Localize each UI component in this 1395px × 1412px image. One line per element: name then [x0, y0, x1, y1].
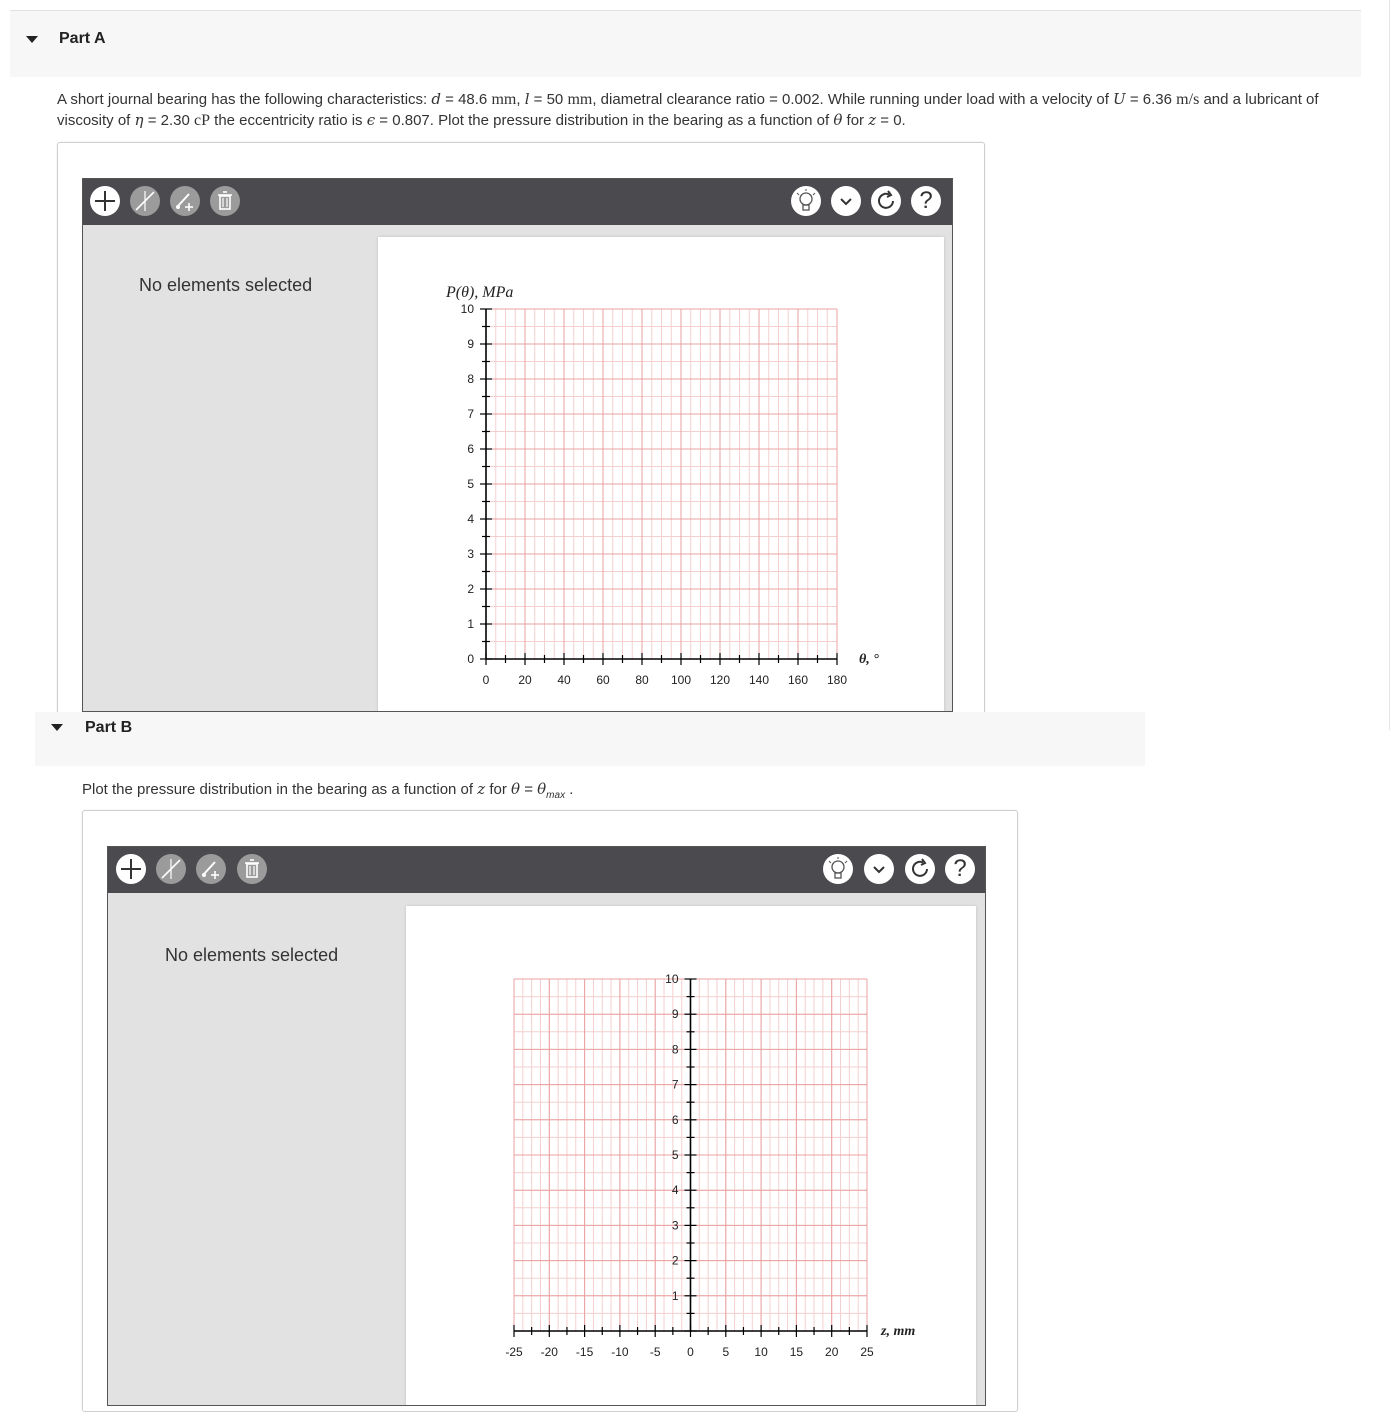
x-tick-label: 80 — [635, 673, 649, 687]
graph-toolbar — [108, 847, 985, 893]
line-tool-icon[interactable] — [156, 854, 186, 884]
y-tick-label: 8 — [671, 1042, 679, 1057]
y-tick-label: 7 — [467, 407, 474, 421]
x-tick-label: -10 — [611, 1345, 629, 1359]
trash-icon[interactable] — [210, 186, 240, 216]
y-tick-label: 7 — [671, 1077, 679, 1092]
part-b-header[interactable] — [35, 712, 1145, 766]
x-tick-label: 25 — [860, 1345, 874, 1359]
part-a-problem-text: A short journal bearing has the following characteristics: d = 48.6 mm, l = 50 mm, diametral clearance ratio = 0.002. While running under load with a velocity of U = 6.36 m/s and a lubricant of viscosity of η = 2.30 cP the eccentricity ratio is ϵ = 0.807. Plot the pressure distribution in the bearing as a function of θ for z = 0. — [57, 90, 1319, 129]
reset-icon[interactable] — [871, 186, 901, 216]
x-tick-label: 40 — [557, 673, 571, 687]
part-b-graph-tool — [107, 846, 986, 1406]
part-a-header[interactable] — [10, 10, 1361, 77]
x-tick-label: 180 — [826, 673, 848, 687]
chevron-down-icon[interactable] — [864, 854, 894, 884]
x-tick-label: 160 — [787, 673, 809, 687]
y-tick-label: 5 — [671, 1148, 679, 1162]
y-tick-label: 2 — [467, 582, 474, 596]
hint-bulb-icon[interactable] — [791, 186, 821, 216]
y-tick-label: 6 — [671, 1112, 679, 1127]
part-a-title: Part A — [59, 30, 106, 47]
y-axis-label: P(θ), MPa — [446, 284, 514, 301]
y-tick-label: 10 — [665, 972, 679, 986]
x-tick-label: 60 — [596, 673, 610, 687]
x-tick-label: 0 — [482, 673, 490, 687]
no-elements-selected-label: No elements selected — [139, 275, 313, 295]
y-tick-label: 3 — [467, 547, 474, 561]
x-tick-label: 15 — [789, 1345, 804, 1359]
plus-icon[interactable] — [116, 854, 146, 884]
pressure-z-chart[interactable] — [406, 906, 976, 1406]
x-tick-label: 0 — [687, 1345, 694, 1359]
part-b-title: Part B — [85, 719, 133, 736]
y-tick-label: 5 — [467, 477, 474, 491]
x-tick-label: 100 — [670, 673, 692, 687]
y-tick-label: 0 — [467, 652, 474, 666]
x-tick-label: -20 — [540, 1345, 558, 1359]
x-tick-label: 120 — [709, 673, 731, 687]
collapse-caret-icon[interactable] — [51, 724, 63, 731]
x-tick-label: 10 — [754, 1345, 768, 1359]
plus-icon[interactable] — [90, 186, 120, 216]
graph-canvas[interactable] — [406, 906, 976, 1406]
y-tick-label: 9 — [671, 1007, 679, 1022]
collapse-caret-icon[interactable] — [26, 36, 38, 43]
help-icon[interactable]: ? — [945, 854, 975, 884]
part-a-graph-tool — [82, 178, 953, 712]
x-tick-label: 20 — [518, 673, 532, 687]
x-tick-label: 140 — [748, 673, 770, 687]
help-icon[interactable]: ? — [911, 186, 941, 216]
x-tick-label: -25 — [505, 1345, 523, 1359]
x-tick-label: -15 — [575, 1345, 594, 1359]
pressure-theta-chart[interactable] — [378, 237, 944, 712]
graph-toolbar — [83, 179, 952, 225]
reset-icon[interactable] — [905, 854, 935, 884]
no-elements-selected-label: No elements selected — [165, 945, 339, 965]
y-tick-label: 8 — [467, 372, 474, 386]
x-tick-label: 5 — [722, 1345, 730, 1359]
y-tick-label: 10 — [460, 302, 474, 316]
x-tick-label: 20 — [825, 1345, 839, 1359]
y-tick-label: 1 — [467, 617, 474, 631]
y-tick-label: 1 — [671, 1288, 679, 1303]
graph-canvas[interactable] — [378, 237, 944, 712]
trash-icon[interactable] — [237, 854, 267, 884]
x-tick-label: -5 — [649, 1345, 661, 1359]
line-tool-icon[interactable] — [130, 186, 160, 216]
chevron-down-icon[interactable] — [831, 186, 861, 216]
part-b-problem-text: Plot the pressure distribution in the bearing as a function of z for $\theta = \theta_{max}$ . — [82, 780, 574, 801]
y-tick-label: 2 — [671, 1253, 679, 1268]
point-add-icon[interactable] — [196, 854, 226, 884]
y-tick-label: 6 — [467, 442, 474, 456]
y-tick-label: 4 — [671, 1183, 679, 1198]
hint-bulb-icon[interactable] — [823, 854, 853, 884]
page-scrollbar[interactable] — [1389, 0, 1395, 730]
x-axis-label: z, mm — [881, 1324, 916, 1339]
point-add-icon[interactable] — [170, 186, 200, 216]
y-tick-label: 4 — [467, 512, 474, 526]
y-tick-label: 9 — [467, 337, 474, 351]
x-axis-label: θ, ° — [859, 652, 879, 667]
y-tick-label: 3 — [671, 1218, 679, 1233]
